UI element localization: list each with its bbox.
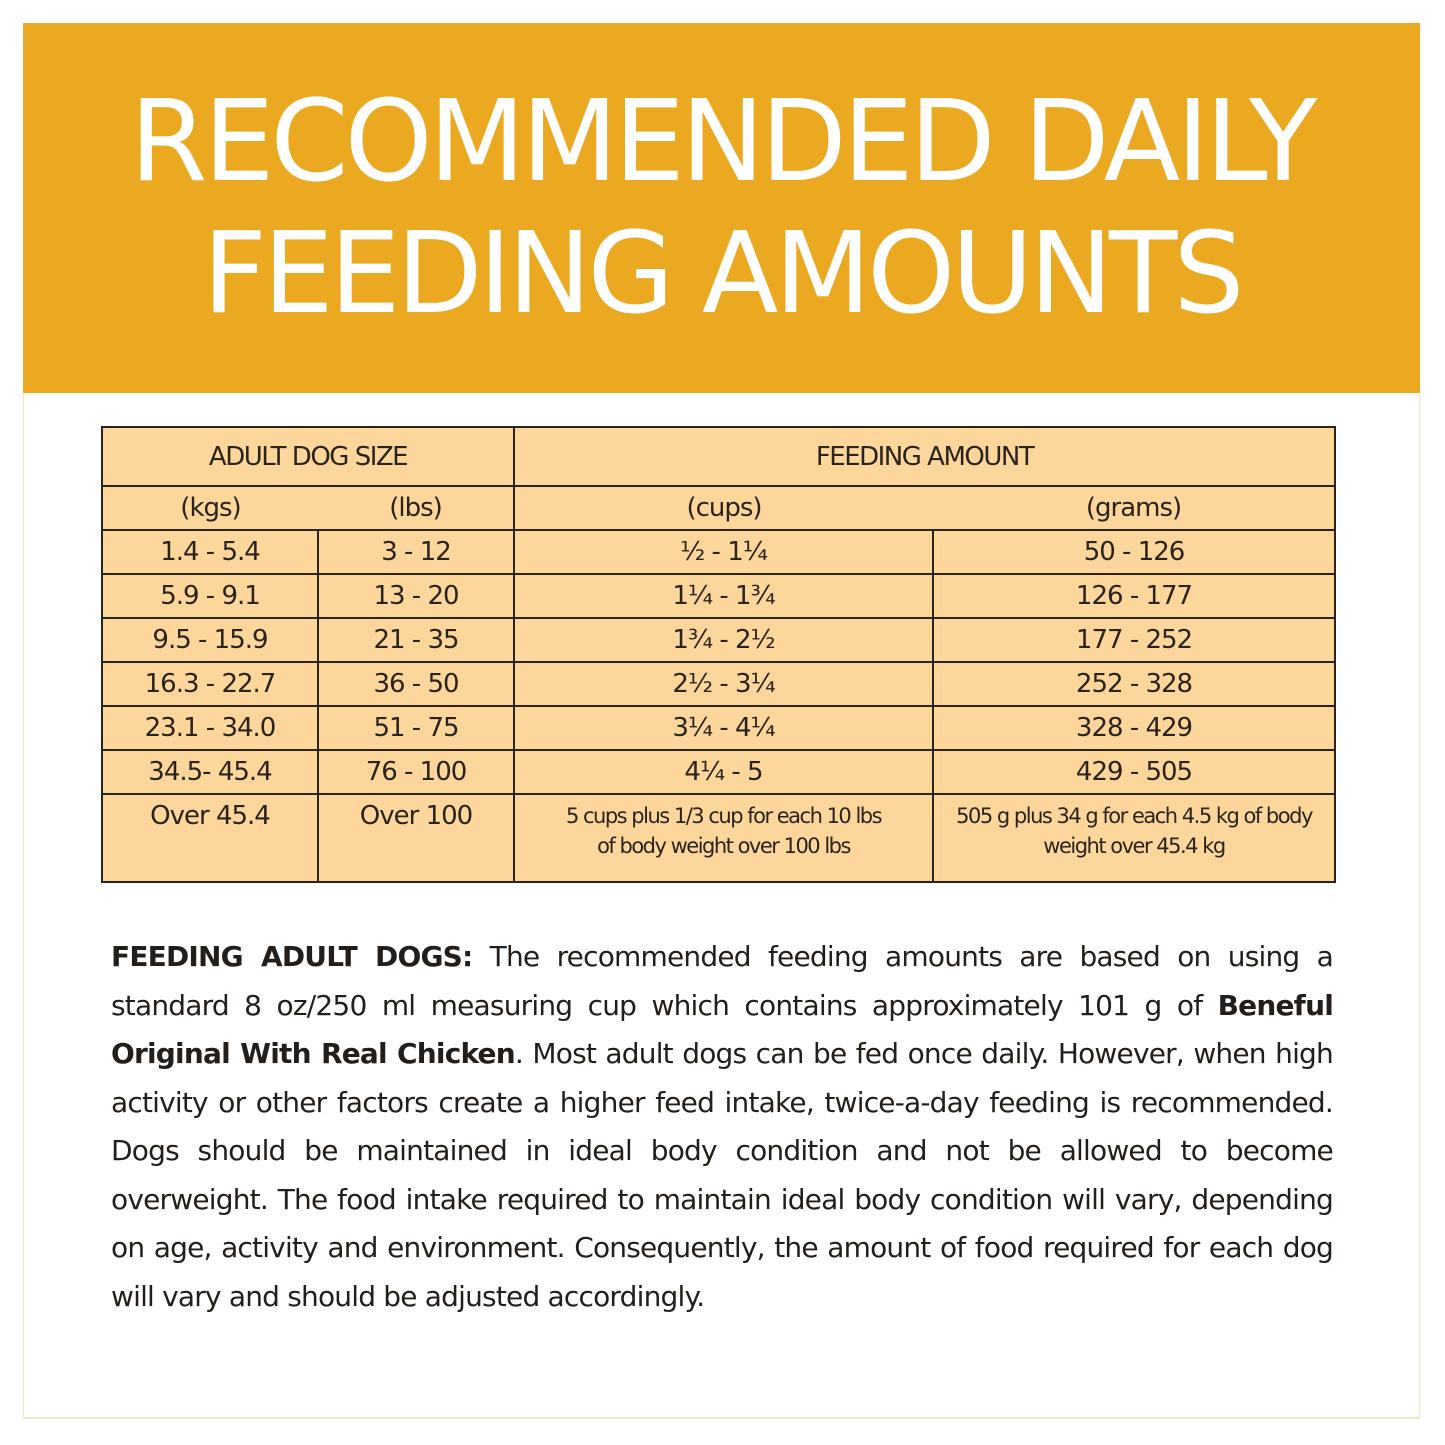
grams-cell: 126 - 177 <box>933 574 1335 618</box>
feeding-instructions-text-1: The recommended feeding amounts are based on using a standard 8 oz/250 ml measuring cup which contains approximately 101 g of <box>111 940 1333 1022</box>
lbs-cell: 21 - 35 <box>318 618 514 662</box>
feeding-instructions-lead: FEEDING ADULT DOGS: <box>111 940 473 973</box>
kgs-cell: 23.1 - 34.0 <box>102 706 318 750</box>
kgs-cell: Over 45.4 <box>102 794 318 882</box>
cups-cell: 3¼ - 4¼ <box>514 706 933 750</box>
kgs-cell: 34.5- 45.4 <box>102 750 318 794</box>
grams-cell: 505 g plus 34 g for each 4.5 kg of body weight over 45.4 kg <box>933 794 1335 882</box>
grams-cell: 429 - 505 <box>933 750 1335 794</box>
cups-cell: 2½ - 3¼ <box>514 662 933 706</box>
lbs-cell: 51 - 75 <box>318 706 514 750</box>
feeding-instructions <box>111 933 1333 1321</box>
table-row <box>102 574 1335 618</box>
grams-header: (grams) <box>933 486 1335 530</box>
title-line-1: RECOMMENDED DAILY <box>129 77 1314 207</box>
table-row <box>102 794 1335 882</box>
kgs-cell: 5.9 - 9.1 <box>102 574 318 618</box>
table-unit-header-row <box>102 486 1335 530</box>
grams-cell: 50 - 126 <box>933 530 1335 574</box>
table-row <box>102 618 1335 662</box>
table-row <box>102 750 1335 794</box>
cups-cell: 4¼ - 5 <box>514 750 933 794</box>
cups-cell: 1¾ - 2½ <box>514 618 933 662</box>
cups-cell: 1¼ - 1¾ <box>514 574 933 618</box>
feeding-instructions-text-2: . Most adult dogs can be fed once daily. However, when high activity or other factors create a higher feed intake, twice-a-day feeding is recommended. Dogs should be maintained in ideal body condition and not be allowed to become overweight. The food intake required to maintain ideal body condition will vary, depending on age, activity and environment. Consequently, the amount of food required for each dog will vary and should be adjusted accordingly. <box>111 1037 1333 1313</box>
feeding-table <box>101 426 1336 883</box>
table-row <box>102 662 1335 706</box>
lbs-cell: Over 100 <box>318 794 514 882</box>
table-row <box>102 706 1335 750</box>
adult-dog-size-header: ADULT DOG SIZE <box>102 427 514 486</box>
grams-cell: 177 - 252 <box>933 618 1335 662</box>
lbs-cell: 13 - 20 <box>318 574 514 618</box>
lbs-header: (lbs) <box>318 486 514 530</box>
lbs-cell: 36 - 50 <box>318 662 514 706</box>
lbs-cell: 3 - 12 <box>318 530 514 574</box>
cups-cell: 5 cups plus 1/3 cup for each 10 lbs of body weight over 100 lbs <box>514 794 933 882</box>
title-banner <box>23 23 1420 393</box>
grams-cell: 252 - 328 <box>933 662 1335 706</box>
table-group-header-row <box>102 427 1335 486</box>
kgs-header: (kgs) <box>102 486 318 530</box>
title-line-2: FEEDING AMOUNTS <box>202 209 1241 339</box>
kgs-cell: 9.5 - 15.9 <box>102 618 318 662</box>
cups-cell: ½ - 1¼ <box>514 530 933 574</box>
feeding-amount-header: FEEDING AMOUNT <box>514 427 1335 486</box>
kgs-cell: 1.4 - 5.4 <box>102 530 318 574</box>
cups-header: (cups) <box>514 486 933 530</box>
grams-cell: 328 - 429 <box>933 706 1335 750</box>
lbs-cell: 76 - 100 <box>318 750 514 794</box>
kgs-cell: 16.3 - 22.7 <box>102 662 318 706</box>
table-row <box>102 530 1335 574</box>
product-name: Beneful Original With Real Chicken <box>111 988 1333 1070</box>
